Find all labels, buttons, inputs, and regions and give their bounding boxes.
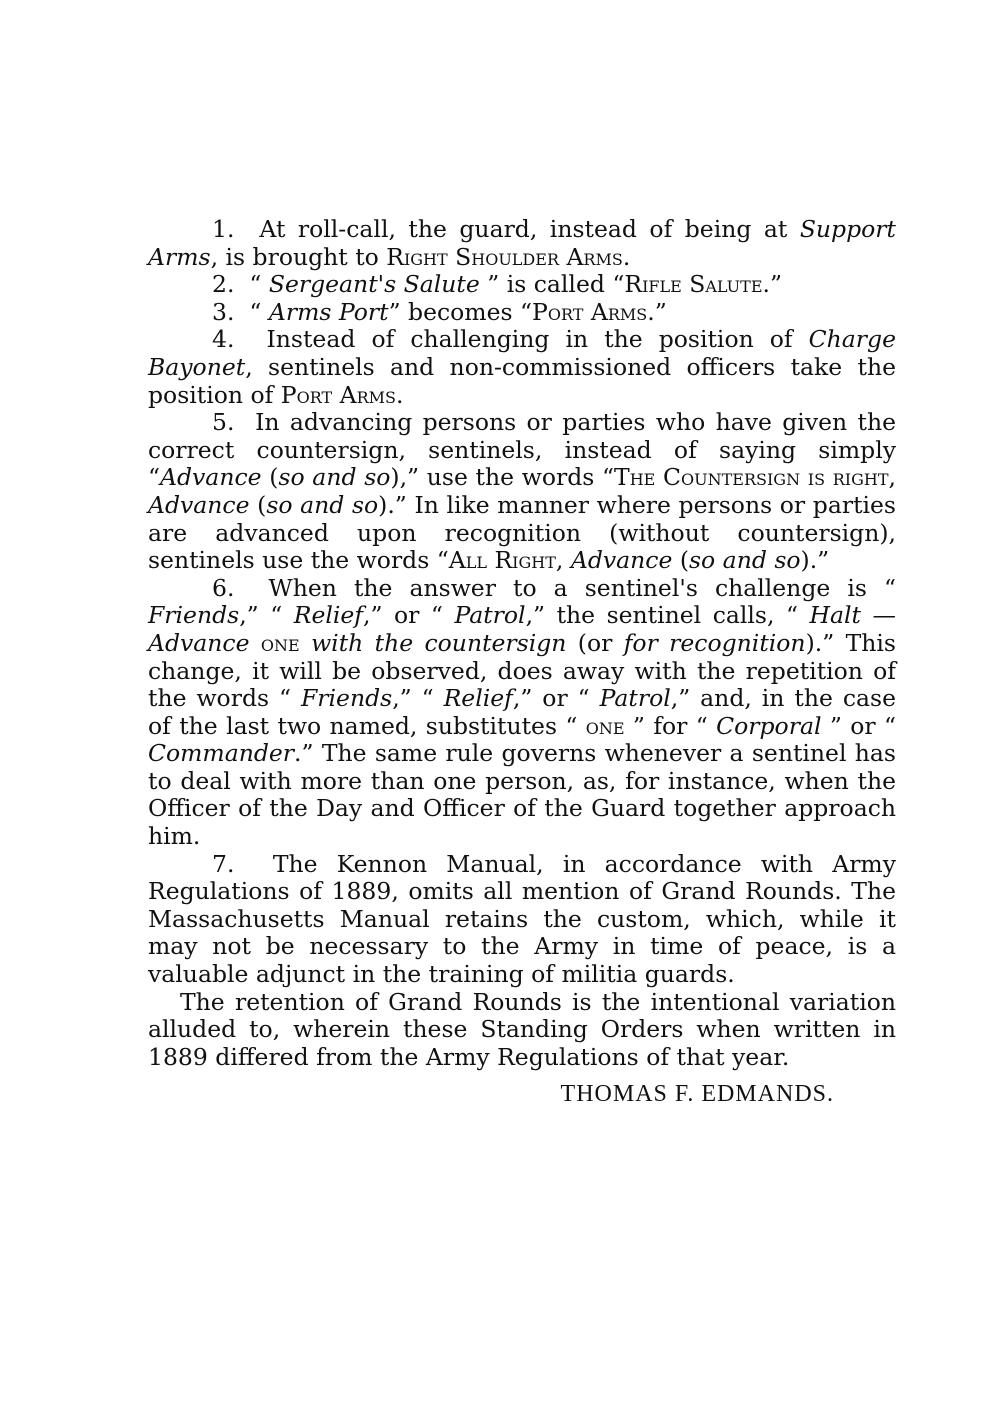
paragraph (148, 299, 896, 327)
italic-text: Friends (300, 684, 393, 713)
small-caps-text: Port Arms (532, 297, 648, 326)
paragraph (148, 326, 896, 409)
paragraph-text (250, 629, 261, 657)
paragraph-text: , (555, 546, 571, 575)
italic-text: so and so (266, 490, 379, 519)
author-signature: THOMAS F. EDMANDS. (560, 1081, 834, 1108)
paragraph-text: .” The same rule governs whenever a sentinel has to deal with more than one person, as, for instance, when the Officer of the Day and Officer of the Guard together approach him. (148, 739, 896, 851)
paragraph (148, 216, 896, 271)
small-caps-text: Rifle Salute (624, 270, 763, 299)
small-caps-text: All Right (448, 546, 556, 575)
italic-text: Corporal (716, 711, 822, 740)
numbered-paragraphs (148, 216, 896, 1071)
paragraph-text: “ (249, 270, 269, 299)
paragraph-text: Instead of challenging in the position of (266, 325, 809, 354)
paragraph-text: ” for “ (624, 711, 717, 740)
paragraph-text: ” or “ (821, 711, 896, 740)
paragraph-text: The Kennon Manual, in accordance with Army Regulations of 1889, omits all mention of Grand Rounds. The Massachusetts Manual retains the custom, which, while it may not be necessary to the Army in time of peace, is a valuable adjunct in the training of militia guards. (148, 849, 896, 989)
paragraph-text: When the answer to a sentinel's challenge is “ (268, 573, 896, 602)
paragraph-text: .” (762, 270, 783, 299)
paragraph (148, 409, 896, 575)
italic-text: Arms Port (268, 297, 389, 326)
small-caps-text: Port Arms (280, 380, 396, 409)
italic-text: so and so (689, 546, 801, 575)
paragraph-text: “ (249, 297, 269, 326)
paragraph-text: ,” or “ (363, 601, 455, 630)
italic-text: Advance (160, 463, 262, 492)
paragraph-text: , (888, 463, 897, 492)
italic-text: for recognition (623, 628, 806, 657)
small-caps-text: one (260, 628, 300, 657)
document-page (148, 216, 896, 1109)
small-caps-text: The Countersign is right (614, 463, 889, 492)
paragraph-text: ” becomes “ (388, 297, 533, 326)
paragraph-number: 1. (212, 215, 235, 243)
paragraph-text: ).” (800, 546, 830, 575)
italic-text: Relief (443, 684, 513, 713)
paragraph-text: ,” “ (239, 601, 294, 630)
italic-text: Relief (293, 601, 363, 630)
paragraph-text: , is brought to (210, 242, 387, 271)
paragraph-text: ( (261, 463, 279, 492)
paragraph-number: 6. (212, 573, 235, 602)
italic-text: Patrol (454, 601, 526, 630)
paragraph-number: 2. (212, 270, 235, 299)
paragraph-text (300, 629, 311, 657)
paragraph-text: In advancing persons or parties who have given the correct countersign, sentinels, instead of saying simply “ (148, 408, 896, 492)
italic-text: Advance (148, 490, 250, 519)
paragraph (148, 851, 896, 989)
italic-text: Advance (570, 546, 673, 575)
paragraph-text: ,” and, in the case of the last two named, substitutes “ (148, 684, 896, 740)
paragraph-text: ,” or “ (512, 684, 600, 713)
paragraph-text: , sentinels and non-commissioned officers take the position of (148, 352, 896, 409)
paragraph-text: (or (566, 628, 624, 657)
paragraph-text: The retention of Grand Rounds is the intentional variation alluded to, wherein these Standing Orders when written in 1889 differed from the Army Regulations of that year. (148, 987, 896, 1071)
paragraph-number: 5. (212, 408, 235, 437)
italic-text: Commander (148, 739, 295, 768)
paragraph-text: ( (249, 490, 267, 519)
paragraph (148, 575, 896, 851)
paragraph-text: ,” “ (392, 684, 444, 713)
italic-text: Halt — Advance (148, 601, 897, 657)
paragraph-text: .” (647, 297, 667, 326)
italic-text: Sergeant's Salute (268, 270, 480, 299)
paragraph (148, 989, 896, 1072)
italic-text: with the countersign (311, 628, 567, 657)
paragraph-text: ” is called “ (479, 270, 625, 299)
small-caps-text: Right Shoulder Arms (386, 242, 623, 271)
paragraph-text: ,” the sentinel calls, “ (525, 601, 810, 630)
italic-text: Patrol (599, 684, 671, 713)
italic-text: Support Arms (148, 215, 896, 271)
paragraph-text: ).” In like manner where persons or parties are advanced upon recognition (without countersign), sentinels use the words “ (148, 490, 896, 575)
paragraph-number: 3. (212, 297, 235, 326)
paragraph-text: ),” use the words “ (390, 463, 615, 492)
italic-text: Charge Bayonet (148, 325, 896, 381)
paragraph-text: At roll-call, the guard, instead of being at (259, 215, 800, 243)
paragraph-text: . (396, 380, 404, 409)
paragraph-text: ( (672, 546, 689, 575)
paragraph-text: . (622, 242, 631, 271)
paragraph-number: 4. (212, 325, 235, 354)
italic-text: so and so (278, 463, 391, 492)
paragraph-number: 7. (212, 849, 235, 878)
paragraph (148, 271, 896, 299)
paragraph-text: ).” This change, it will be observed, does away with the repetition of the words “ (148, 628, 896, 713)
small-caps-text: one (585, 711, 625, 740)
italic-text: Friends (148, 601, 240, 630)
